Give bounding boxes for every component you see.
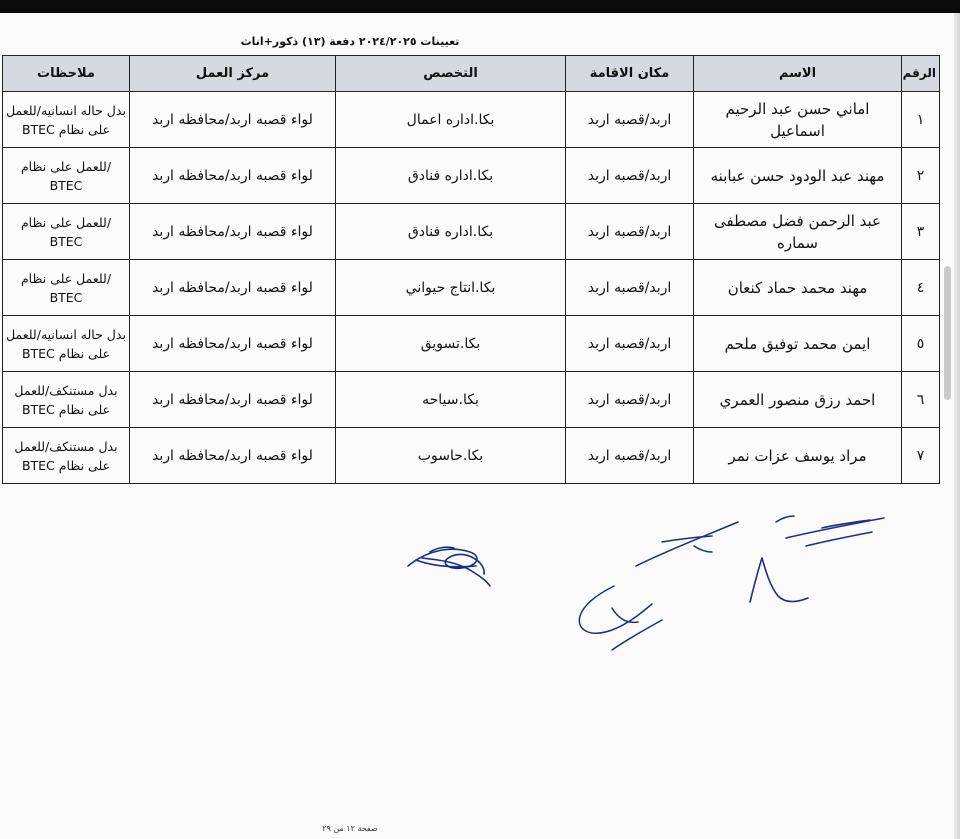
header-num: الرقم [902,56,940,92]
row-specialty: بكا.حاسوب [336,428,566,484]
row-num: ٥ [902,316,940,372]
row-num: ١ [902,92,940,148]
row-num: ٢ [902,148,940,204]
signature-left [408,547,490,586]
page-title: تعيينات ٢٠٢٤/٢٠٢٥ دفعة (١٣) ذكور+اناث [240,35,460,48]
row-specialty: بكا.سياحه [336,372,566,428]
row-name: مراد يوسف عزات نمر [694,428,902,484]
row-workplace: لواء قصبه اربد/محافظه اربد [130,372,336,428]
row-residence: اربد/قصبه اربد [566,316,694,372]
row-workplace: لواء قصبه اربد/محافظه اربد [130,92,336,148]
row-residence: اربد/قصبه اربد [566,428,694,484]
row-workplace: لواء قصبه اربد/محافظه اربد [130,148,336,204]
row-specialty: بكا.تسويق [336,316,566,372]
row-notes: بدل مستنكف/للعمل على نظام BTEC [3,428,130,484]
row-specialty: بكا.اداره اعمال [336,92,566,148]
row-workplace: لواء قصبه اربد/محافظه اربد [130,316,336,372]
row-name: مهند محمد حماد كنعان [694,260,902,316]
row-notes: بدل مستنكف/للعمل على نظام BTEC [3,372,130,428]
row-specialty: بكا.اداره فنادق [336,148,566,204]
page-footer: صفحة ١٢ من ٢٩ [322,824,378,833]
header-workplace: مركز العمل [130,56,336,92]
row-residence: اربد/قصبه اربد [566,148,694,204]
row-specialty: بكا.انتاج حيواني [336,260,566,316]
row-num: ٦ [902,372,940,428]
signature-right [750,516,884,602]
row-name: عبد الرحمن فضل مصطفى سماره [694,204,902,260]
header-specialty: التخصص [336,56,566,92]
header-residence: مكان الاقامة [566,56,694,92]
row-specialty: بكا.اداره فنادق [336,204,566,260]
row-notes: /للعمل على نظام BTEC [3,204,130,260]
row-workplace: لواء قصبه اربد/محافظه اربد [130,428,336,484]
row-name: مهند عبد الودود حسن عبابنه [694,148,902,204]
row-name: ايمن محمد توفيق ملحم [694,316,902,372]
signature-middle [579,522,738,650]
row-num: ٣ [902,204,940,260]
row-name: اماني حسن عبد الرحيم اسماعيل [694,92,902,148]
row-notes: بدل حاله انسانيه/للعمل على نظام BTEC [3,92,130,148]
row-residence: اربد/قصبه اربد [566,92,694,148]
row-notes: /للعمل على نظام BTEC [3,148,130,204]
row-num: ٧ [902,428,940,484]
row-notes: /للعمل على نظام BTEC [3,260,130,316]
row-residence: اربد/قصبه اربد [566,204,694,260]
row-name: احمد رزق منصور العمري [694,372,902,428]
row-workplace: لواء قصبه اربد/محافظه اربد [130,204,336,260]
row-residence: اربد/قصبه اربد [566,260,694,316]
row-notes: بدل حاله انسانيه/للعمل على نظام BTEC [3,316,130,372]
row-num: ٤ [902,260,940,316]
row-residence: اربد/قصبه اربد [566,372,694,428]
header-name: الاسم [694,56,902,92]
row-workplace: لواء قصبه اربد/محافظه اربد [130,260,336,316]
header-notes: ملاحظات [3,56,130,92]
